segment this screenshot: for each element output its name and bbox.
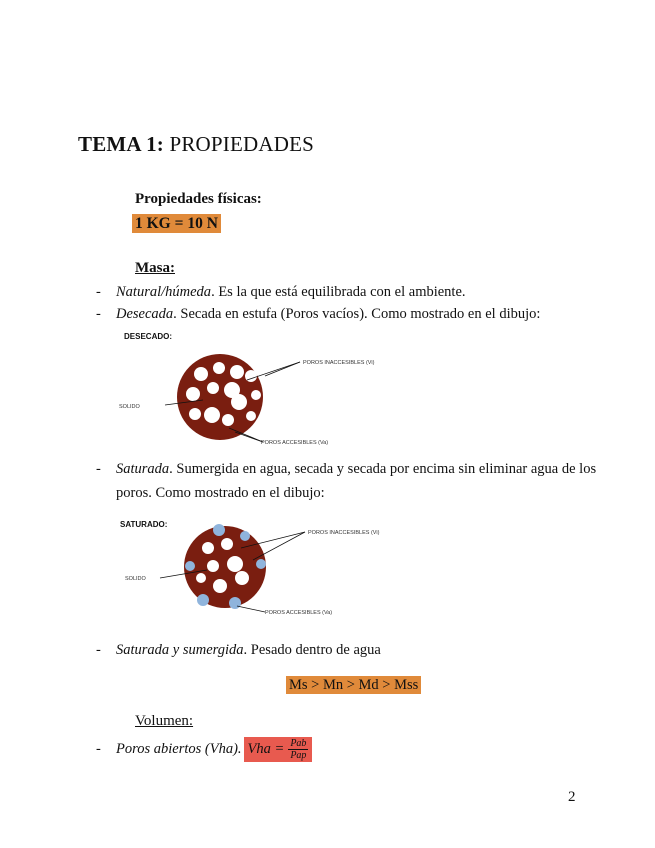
label-solid: SOLIDO (125, 576, 146, 582)
page-number: 2 (568, 789, 576, 805)
bullet-dash: - (96, 741, 101, 757)
formula-numerator: Pab (290, 738, 307, 749)
label-inaccessible-pores: POROS INACCESIBLES (Vi) (308, 530, 380, 536)
page-title (78, 132, 314, 157)
mass-order-box (286, 677, 421, 694)
bullet-dash: - (96, 461, 101, 477)
term: Saturada y sumergida (116, 642, 244, 658)
label-inaccessible-pores: POROS INACCESIBLES (Vi) (303, 360, 375, 366)
section-heading-fisicas: Propiedades físicas: (135, 191, 262, 207)
formula-box (244, 737, 313, 762)
label-solid: SOLIDO (119, 404, 140, 410)
solid-particle (184, 526, 266, 608)
formula-lhs: Vha = (247, 741, 285, 757)
list-item (116, 284, 466, 301)
section-heading-masa: Masa: (135, 260, 175, 276)
mass-order-text: Ms > Mn > Md > Mss (286, 676, 421, 694)
section-heading-volumen: Volumen: (135, 713, 194, 729)
list-item (116, 306, 540, 323)
definition: . Sumergida en agua, secada y secada por encima sin eliminar agua de los (169, 461, 597, 477)
term: Saturada (116, 461, 170, 477)
term: Poros abiertos (Vha). (116, 741, 242, 757)
term: Desecada (116, 306, 174, 322)
term: Natural/húmeda (116, 284, 212, 300)
bullet-dash: - (96, 306, 101, 322)
formula-fraction (288, 738, 308, 761)
bullet-dash: - (96, 284, 101, 300)
conversion-text: 1 KG = 10 N (132, 214, 221, 233)
list-item (116, 642, 381, 659)
figure-title-dried: DESECADO: (124, 332, 173, 341)
definition: . Es la que está equilibrada con el ambiente. (211, 284, 466, 300)
list-item (116, 737, 312, 762)
figure-title-saturated: SATURADO: (120, 520, 168, 529)
bullet-dash: - (96, 642, 101, 658)
conversion-box (132, 215, 221, 233)
figure-dried (115, 340, 375, 450)
definition: . Secada en estufa (Poros vacíos). Como mostrado en el dibujo: (173, 306, 541, 322)
list-item (116, 461, 596, 478)
definition: . Pesado dentro de agua (243, 642, 381, 658)
title-text: PROPIEDADES (169, 132, 315, 156)
label-accessible-pores: POROS ACCESIBLES (Va) (265, 610, 333, 616)
figure-saturated (115, 520, 380, 620)
list-item-continuation: poros. Como mostrado en el dibujo: (116, 485, 325, 501)
title-number: TEMA 1: (78, 132, 164, 156)
formula-denominator: Pap (290, 750, 307, 761)
label-accessible-pores: POROS ACCESIBLES (Va) (261, 440, 329, 446)
